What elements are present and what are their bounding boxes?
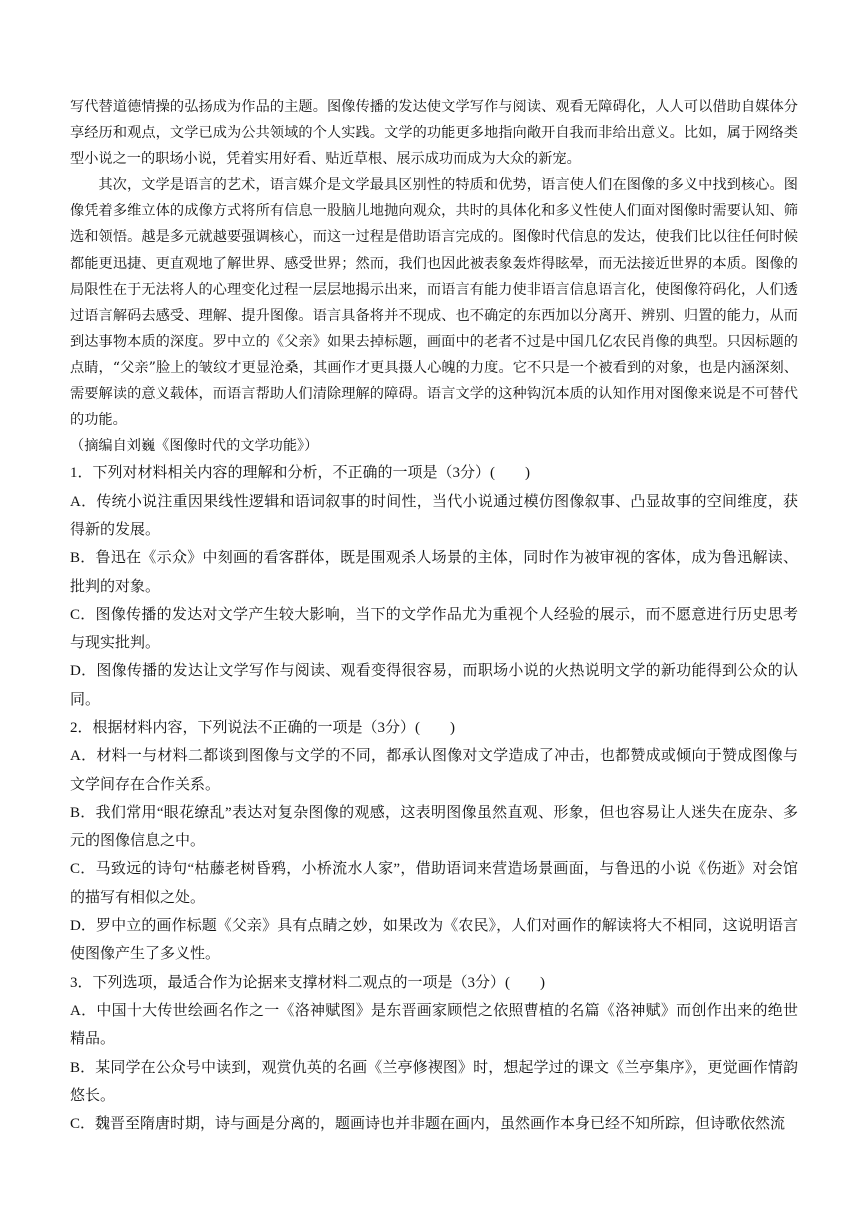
- question-stem: 3．下列选项，最适合作为论据来支撑材料二观点的一项是（3分）( ): [70, 974, 545, 991]
- question-list: [70, 459, 798, 1138]
- option-b: B．我们常用“眼花缭乱”表达对复杂图像的观感，这表明图像虽然直观、形象，但也容易让人迷失在庞杂、多元的图像信息之中。: [70, 804, 798, 850]
- option-d: D．图像传播的发达让文学写作与阅读、观看变得很容易，而职场小说的火热说明文学的新功能得到公众的认同。: [70, 663, 798, 708]
- option-a: A．传统小说注重因果线性逻辑和语词叙事的时间性，当代小说通过模仿图像叙事、凸显故事的空间维度，获得新的发展。: [70, 493, 798, 538]
- option-c: C．图像传播的发达对文学产生较大影响，当下的文学作品尤为重视个人经验的展示，而不愿意进行历史思考与现实批判。: [70, 606, 798, 652]
- passage-source: （摘编自刘巍《图像时代的文学功能》）: [70, 438, 319, 455]
- question-stem: 1．下列对材料相关内容的理解和分析，不正确的一项是（3分）( ): [70, 465, 530, 482]
- option-d: D．罗中立的画作标题《父亲》具有点睛之妙，如果改为《农民》，人们对画作的解读将大不相同，这说明语言使图像产生了多义性。: [70, 918, 798, 963]
- option-a: A．材料一与材料二都谈到图像与文学的不同，都承认图像对文学造成了冲击，也都赞成或倾向于赞成图像与文学间存在合作关系。: [70, 748, 798, 793]
- option-a: A．中国十大传世绘画名作之一《洛神赋图》是东晋画家顾恺之依照曹植的名篇《洛神赋》而创作出来的绝世精品。: [70, 1002, 798, 1048]
- reading-passage: [70, 94, 798, 459]
- option-b: B．鲁迅在《示众》中刻画的看客群体，既是围观杀人场景的主体，同时作为被审视的客体，成为鲁迅解读、批判的对象。: [70, 550, 798, 595]
- question-3: [70, 969, 798, 1139]
- question-stem: 2．根据材料内容，下列说法不正确的一项是（3分）( ): [70, 719, 455, 736]
- question-2: [70, 714, 798, 969]
- option-b: B．某同学在公众号中读到，观赏仇英的名画《兰亭修禊图》时，想起学过的课文《兰亭集序》，更觉画作情韵悠长。: [70, 1059, 798, 1104]
- passage-paragraph-1: 写代替道德情操的弘扬成为作品的主题。图像传播的发达使文学写作与阅读、观看无障碍化，人人可以借助自媒体分享经历和观点，文学已成为公共领域的个人实践。文学的功能更多地指向敞开自我而非给出意义。比如，属于网络类型小说之一的职场小说，凭着实用好看、贴近草根、展示成功而成为大众的新宠。: [70, 99, 798, 168]
- option-c: C．马致远的诗句“枯藤老树昏鸦，小桥流水人家”，借助语词来营造场景画面，与鲁迅的小说《伤逝》对会馆的描写有相似之处。: [70, 861, 798, 906]
- question-1: [70, 459, 798, 714]
- passage-paragraph-2: 其次，文学是语言的艺术，语言媒介是文学最具区别性的特质和优势，语言使人们在图像的多义中找到核心。图像凭着多维立体的成像方式将所有信息一股脑儿地抛向观众，共时的具体化和多义性使人们面对图像时需要认知、筛选和领悟。越是多元就越要强调核心，而这一过程是借助语言完成的。图像时代信息的发达，使我们比以往任何时候都能更迅捷、更直观地了解世界、感受世界；然而，我们也因此被表象轰炸得眩晕，而无法接近世界的本质。图像的局限性在于无法将人的心理变化过程一层层地揭示出来，而语言有能力使非语言信息语言化，使图像符码化，人们透过语言解码去感受、理解、提升图像。语言具备将并不现成、也不确定的东西加以分离开、辨别、归置的能力，从而到达事物本质的深度。罗中立的《父亲》如果去掉标题，画面中的老者不过是中国几亿农民肖像的典型。只因标题的点睛，“父亲”脸上的皱纹才更显沧桑，其画作才更具摄人心魄的力度。它不只是一个被看到的对象，也是内涵深刻、需要解读的意义载体，而语言帮助人们清除理解的障碍。语言文学的这种钩沉本质的认知作用对图像来说是不可替代的功能。: [70, 177, 798, 429]
- option-c: C．魏晋至隋唐时期，诗与画是分离的，题画诗也并非题在画内，虽然画作本身已经不知所踪，但诗歌依然流: [70, 1116, 786, 1133]
